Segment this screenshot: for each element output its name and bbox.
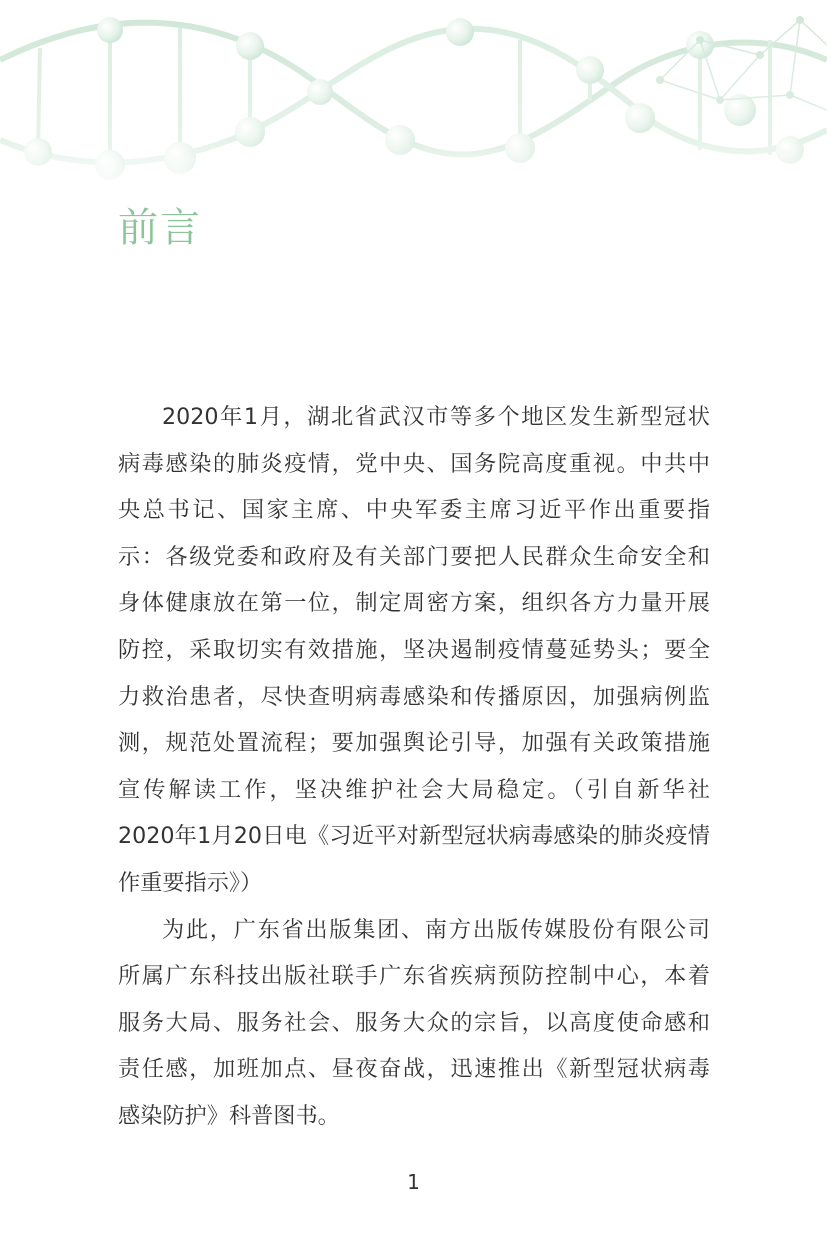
dna-molecule-illustration [0,0,827,190]
text-line: 央总书记、国家主席、中央军委主席习近平作出重要指 [118,497,710,524]
text-line: 服务大局、服务社会、服务大众的宗旨，以高度使命感和 [118,1009,710,1036]
text-line: 测，规范处置流程；要加强舆论引导，加强有关政策措施 [118,730,710,757]
paragraph [118,907,710,1140]
page-number: 1 [407,1170,420,1194]
paragraph [118,394,710,907]
text-line: 2020年1月20日电《习近平对新型冠状病毒感染的肺炎疫情 [118,823,710,850]
text-line: 感染防护》科普图书。 [118,1102,340,1129]
text-line: 力救治患者，尽快查明病毒感染和传播原因，加强病例监 [118,683,710,710]
text-line: 为此，广东省出版集团、南方出版传媒股份有限公司 [162,916,710,943]
text-line: 身体健康放在第一位，制定周密方案，组织各方力量开展 [118,590,710,617]
text-line: 作重要指示》） [118,869,263,896]
text-line: 示：各级党委和政府及有关部门要把人民群众生命安全和 [118,543,710,570]
preface-body [118,394,710,1140]
text-line: 病毒感染的肺炎疫情，党中央、国务院高度重视。中共中 [118,450,710,477]
text-line: 责任感，加班加点、昼夜奋战，迅速推出《新型冠状病毒 [118,1056,710,1083]
page-title: 前言 [118,205,202,251]
text-line: 所属广东科技出版社联手广东省疾病预防控制中心，本着 [118,963,710,990]
text-line: 防控，采取切实有效措施，坚决遏制疫情蔓延势头；要全 [118,636,710,663]
text-line: 宣传解读工作，坚决维护社会大局稳定。（引自新华社 [118,776,710,803]
text-line: 2020年1月，湖北省武汉市等多个地区发生新型冠状 [162,404,710,430]
